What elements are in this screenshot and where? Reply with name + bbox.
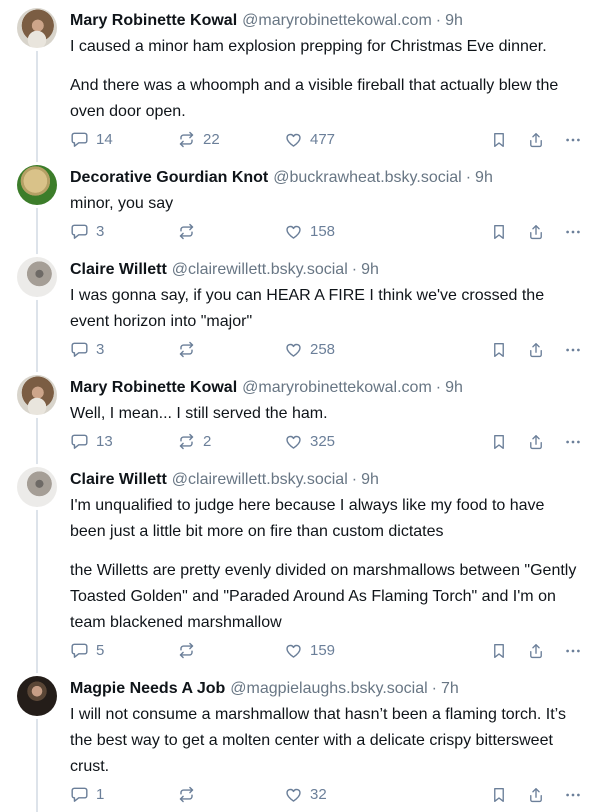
bookmark-button[interactable] bbox=[490, 786, 508, 804]
avatar[interactable] bbox=[17, 676, 57, 716]
author-handle[interactable]: @clairewillett.bsky.social bbox=[171, 261, 348, 278]
reply-bubble-icon bbox=[70, 340, 89, 359]
reply-count: 14 bbox=[96, 130, 113, 148]
secondary-actions bbox=[490, 786, 582, 804]
post-header bbox=[70, 467, 582, 493]
secondary-actions bbox=[490, 341, 582, 359]
repost-arrows-icon bbox=[177, 785, 196, 804]
header-separator: · bbox=[435, 12, 442, 29]
author-name[interactable]: Claire Willett bbox=[70, 261, 167, 278]
author-name[interactable]: Decorative Gourdian Knot bbox=[70, 169, 269, 186]
avatar[interactable] bbox=[17, 375, 57, 415]
more-options-button[interactable] bbox=[564, 642, 582, 660]
heart-icon bbox=[284, 340, 303, 359]
reply-bubble-icon bbox=[70, 432, 89, 451]
bookmark-icon bbox=[490, 223, 508, 241]
like-button[interactable] bbox=[284, 222, 335, 241]
more-options-button[interactable] bbox=[564, 131, 582, 149]
post-content bbox=[70, 375, 582, 459]
post-header bbox=[70, 8, 582, 34]
ellipsis-icon bbox=[564, 131, 582, 149]
bookmark-button[interactable] bbox=[490, 341, 508, 359]
author-handle[interactable]: @maryrobinettekowal.com bbox=[242, 12, 432, 29]
post-body bbox=[70, 702, 582, 780]
reply-button[interactable] bbox=[70, 785, 177, 804]
repost-arrows-icon bbox=[177, 340, 196, 359]
heart-icon bbox=[284, 432, 303, 451]
bookmark-icon bbox=[490, 642, 508, 660]
secondary-actions bbox=[490, 131, 582, 149]
share-button[interactable] bbox=[527, 433, 545, 451]
repost-button[interactable] bbox=[177, 340, 284, 359]
reply-bubble-icon bbox=[70, 641, 89, 660]
reply-count: 5 bbox=[96, 641, 105, 659]
repost-count: 22 bbox=[203, 130, 220, 148]
ellipsis-icon bbox=[564, 341, 582, 359]
bookmark-icon bbox=[490, 131, 508, 149]
secondary-actions bbox=[490, 223, 582, 241]
like-button[interactable] bbox=[284, 130, 335, 149]
post[interactable] bbox=[0, 0, 600, 157]
post-timestamp: 7h bbox=[441, 680, 459, 697]
like-button[interactable] bbox=[284, 785, 327, 804]
post[interactable] bbox=[0, 367, 600, 459]
repost-button[interactable] bbox=[177, 785, 284, 804]
repost-arrows-icon bbox=[177, 130, 196, 149]
share-up-arrow-icon bbox=[527, 131, 545, 149]
post-action-bar bbox=[70, 130, 582, 157]
post-timestamp: 9h bbox=[361, 471, 379, 488]
post-timestamp: 9h bbox=[361, 261, 379, 278]
reply-button[interactable] bbox=[70, 641, 177, 660]
author-handle[interactable]: @maryrobinettekowal.com bbox=[242, 379, 432, 396]
post-body bbox=[70, 401, 582, 427]
post-paragraph: the Willetts are pretty evenly divided on marshmallows between "Gently Toasted Golden" and "Paraded Around As Flaming Torch" and I'm on team blackened marshmallow bbox=[70, 562, 577, 631]
secondary-actions bbox=[490, 642, 582, 660]
repost-button[interactable] bbox=[177, 641, 284, 660]
post-timestamp: 9h bbox=[445, 379, 463, 396]
bookmark-icon bbox=[490, 433, 508, 451]
like-count: 477 bbox=[310, 130, 336, 148]
reply-count: 1 bbox=[96, 785, 105, 803]
repost-arrows-icon bbox=[177, 641, 196, 660]
post[interactable] bbox=[0, 459, 600, 668]
ellipsis-icon bbox=[564, 223, 582, 241]
share-up-arrow-icon bbox=[527, 786, 545, 804]
avatar[interactable] bbox=[17, 257, 57, 297]
post-body bbox=[70, 191, 582, 217]
share-up-arrow-icon bbox=[527, 223, 545, 241]
bookmark-button[interactable] bbox=[490, 642, 508, 660]
author-name[interactable]: Magpie Needs A Job bbox=[70, 680, 226, 697]
post-paragraph: minor, you say bbox=[70, 195, 174, 212]
bookmark-icon bbox=[490, 341, 508, 359]
avatar[interactable] bbox=[17, 467, 57, 507]
bookmark-button[interactable] bbox=[490, 131, 508, 149]
repost-button[interactable] bbox=[177, 130, 284, 149]
like-count: 158 bbox=[310, 222, 336, 240]
post-content bbox=[70, 676, 582, 812]
share-up-arrow-icon bbox=[527, 433, 545, 451]
author-handle[interactable]: @magpielaughs.bsky.social bbox=[230, 680, 428, 697]
repost-button[interactable] bbox=[177, 432, 284, 451]
header-separator: · bbox=[465, 169, 472, 186]
post-body bbox=[70, 34, 582, 125]
post-header bbox=[70, 257, 582, 283]
repost-arrows-icon bbox=[177, 222, 196, 241]
like-count: 32 bbox=[310, 785, 327, 803]
share-button[interactable] bbox=[527, 223, 545, 241]
reply-count: 3 bbox=[96, 340, 105, 358]
more-options-button[interactable] bbox=[564, 223, 582, 241]
reply-bubble-icon bbox=[70, 130, 89, 149]
reply-button[interactable] bbox=[70, 432, 177, 451]
header-separator: · bbox=[351, 471, 358, 488]
author-handle[interactable]: @buckrawheat.bsky.social bbox=[273, 169, 462, 186]
header-separator: · bbox=[435, 379, 442, 396]
ellipsis-icon bbox=[564, 642, 582, 660]
secondary-actions bbox=[490, 433, 582, 451]
more-options-button[interactable] bbox=[564, 341, 582, 359]
author-handle[interactable]: @clairewillett.bsky.social bbox=[171, 471, 348, 488]
reply-bubble-icon bbox=[70, 785, 89, 804]
like-count: 159 bbox=[310, 641, 336, 659]
post-paragraph: I was gonna say, if you can HEAR A FIRE I think we've crossed the event horizon into "major" bbox=[70, 287, 545, 330]
author-name[interactable]: Mary Robinette Kowal bbox=[70, 379, 238, 396]
share-button[interactable] bbox=[527, 341, 545, 359]
post-timestamp: 9h bbox=[475, 169, 493, 186]
like-count: 258 bbox=[310, 340, 336, 358]
post-header bbox=[70, 375, 582, 401]
ellipsis-icon bbox=[564, 433, 582, 451]
share-up-arrow-icon bbox=[527, 642, 545, 660]
bookmark-button[interactable] bbox=[490, 223, 508, 241]
post-paragraph: I'm unqualified to judge here because I always like my food to have been just a little bit more on fire than custom dictates bbox=[70, 497, 545, 540]
like-button[interactable] bbox=[284, 641, 335, 660]
post-action-bar bbox=[70, 785, 582, 812]
avatar[interactable] bbox=[17, 165, 57, 205]
post-body bbox=[70, 283, 582, 335]
heart-icon bbox=[284, 130, 303, 149]
share-button[interactable] bbox=[527, 131, 545, 149]
reply-button[interactable] bbox=[70, 130, 177, 149]
post-action-bar bbox=[70, 222, 582, 249]
heart-icon bbox=[284, 641, 303, 660]
post-header bbox=[70, 165, 582, 191]
post-body bbox=[70, 493, 582, 636]
ellipsis-icon bbox=[564, 786, 582, 804]
post-paragraph: I caused a minor ham explosion prepping for Christmas Eve dinner. bbox=[70, 38, 547, 55]
post-content bbox=[70, 165, 582, 249]
like-button[interactable] bbox=[284, 432, 335, 451]
reply-button[interactable] bbox=[70, 340, 177, 359]
post-content bbox=[70, 257, 582, 367]
share-up-arrow-icon bbox=[527, 341, 545, 359]
like-button[interactable] bbox=[284, 340, 335, 359]
repost-count: 2 bbox=[203, 432, 212, 450]
repost-arrows-icon bbox=[177, 432, 196, 451]
share-button[interactable] bbox=[527, 642, 545, 660]
heart-icon bbox=[284, 222, 303, 241]
author-name[interactable]: Mary Robinette Kowal bbox=[70, 12, 238, 29]
more-options-button[interactable] bbox=[564, 433, 582, 451]
post[interactable] bbox=[0, 668, 600, 812]
post-header bbox=[70, 676, 582, 702]
post-paragraph: I will not consume a marshmallow that hasn’t been a flaming torch. It’s the best way to get a molten center with a delicate crispy bittersweet crust. bbox=[70, 706, 566, 775]
bookmark-button[interactable] bbox=[490, 433, 508, 451]
post-paragraph: And there was a whoomph and a visible fireball that actually blew the oven door open. bbox=[70, 77, 559, 120]
post-action-bar bbox=[70, 641, 582, 668]
post-paragraph: Well, I mean... I still served the ham. bbox=[70, 405, 328, 422]
post-action-bar bbox=[70, 340, 582, 367]
more-options-button[interactable] bbox=[564, 786, 582, 804]
author-name[interactable]: Claire Willett bbox=[70, 471, 167, 488]
reply-count: 3 bbox=[96, 222, 105, 240]
reply-count: 13 bbox=[96, 432, 113, 450]
post-timestamp: 9h bbox=[445, 12, 463, 29]
bookmark-icon bbox=[490, 786, 508, 804]
share-button[interactable] bbox=[527, 786, 545, 804]
post[interactable] bbox=[0, 157, 600, 249]
post[interactable] bbox=[0, 249, 600, 367]
reply-button[interactable] bbox=[70, 222, 177, 241]
post-content bbox=[70, 8, 582, 157]
header-separator: · bbox=[351, 261, 358, 278]
reply-bubble-icon bbox=[70, 222, 89, 241]
post-action-bar bbox=[70, 432, 582, 459]
heart-icon bbox=[284, 785, 303, 804]
header-separator: · bbox=[431, 680, 437, 697]
like-count: 325 bbox=[310, 432, 336, 450]
repost-button[interactable] bbox=[177, 222, 284, 241]
avatar[interactable] bbox=[17, 8, 57, 48]
post-content bbox=[70, 467, 582, 668]
